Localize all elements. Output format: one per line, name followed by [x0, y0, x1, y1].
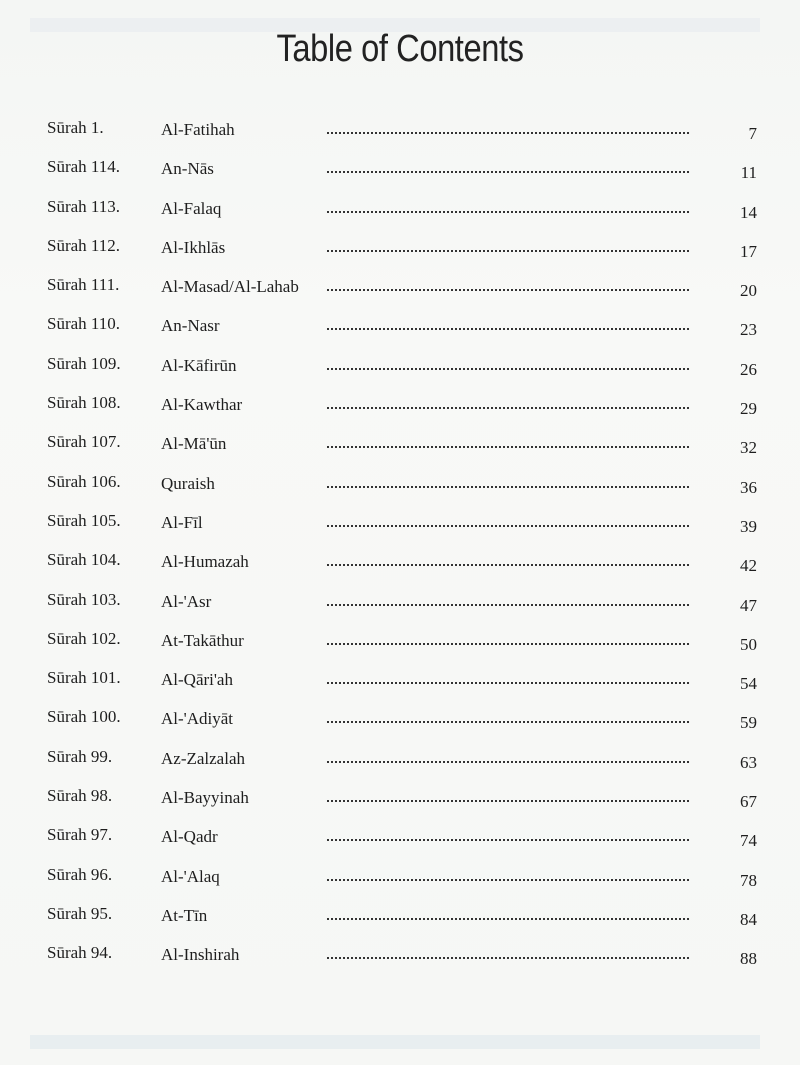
surah-name: Al-'Asr — [161, 591, 212, 611]
dot-leader — [327, 800, 689, 802]
page-number: 39 — [740, 516, 757, 536]
surah-number: Sūrah 107. — [47, 432, 121, 452]
surah-name: At-Takāthur — [161, 630, 244, 650]
surah-name: Al-Ikhlās — [161, 237, 226, 257]
dot-leader — [327, 564, 689, 566]
toc-entry — [47, 778, 757, 817]
surah-number: Sūrah 101. — [47, 668, 121, 688]
surah-name: Al-Mā'ūn — [161, 434, 227, 454]
surah-number: Sūrah 108. — [47, 393, 121, 413]
page-number: 14 — [740, 202, 757, 222]
surah-name: Al-Falaq — [161, 198, 222, 218]
page-number: 67 — [740, 792, 757, 812]
dot-leader — [327, 604, 689, 606]
surah-name: Al-Humazah — [161, 552, 249, 572]
dot-leader — [327, 171, 689, 173]
dot-leader — [327, 328, 689, 330]
surah-name: Al-'Alaq — [161, 866, 220, 886]
page-number: 36 — [740, 477, 757, 497]
toc-entry — [47, 267, 757, 306]
dot-leader — [327, 918, 689, 920]
page-title: Table of Contents — [276, 28, 524, 70]
toc-entry — [47, 189, 757, 228]
surah-name: An-Nās — [161, 159, 214, 179]
surah-name: Al-Inshirah — [161, 945, 240, 965]
dot-leader — [327, 250, 689, 252]
surah-number: Sūrah 98. — [47, 786, 113, 806]
toc-entry — [47, 110, 757, 149]
page-number: 63 — [740, 752, 757, 772]
toc-entry — [47, 149, 757, 188]
toc-entry — [47, 346, 757, 385]
surah-name: Al-Kāfirūn — [161, 355, 237, 375]
toc-entry — [47, 896, 757, 935]
dot-leader — [327, 721, 689, 723]
toc-entry — [47, 385, 757, 424]
surah-number: Sūrah 105. — [47, 510, 121, 530]
surah-number: Sūrah 109. — [47, 353, 121, 373]
toc-entry — [47, 935, 757, 974]
page-number: 23 — [740, 320, 757, 340]
surah-name: Al-Kawthar — [161, 395, 243, 415]
show-through-band-bottom — [30, 1035, 760, 1049]
toc-entry — [47, 621, 757, 660]
toc-entry — [47, 306, 757, 345]
page-number: 17 — [740, 241, 757, 261]
toc-entry — [47, 857, 757, 896]
surah-number: Sūrah 1. — [47, 118, 104, 137]
page-number: 42 — [740, 556, 757, 576]
surah-number: Sūrah 99. — [47, 746, 113, 766]
page-number: 88 — [740, 949, 757, 969]
toc-entry — [47, 464, 757, 503]
page-number: 50 — [740, 634, 757, 654]
surah-number: Sūrah 102. — [47, 628, 121, 648]
page-number: 78 — [740, 870, 757, 890]
dot-leader — [327, 643, 689, 645]
dot-leader — [327, 211, 689, 213]
page-number: 29 — [740, 399, 757, 419]
page-number: 11 — [740, 163, 757, 183]
dot-leader — [327, 407, 689, 409]
surah-name: Az-Zalzalah — [161, 748, 245, 768]
dot-leader — [327, 957, 689, 959]
table-of-contents — [47, 110, 757, 975]
toc-entry — [47, 542, 757, 581]
surah-name: Al-Fīl — [161, 512, 203, 532]
surah-number: Sūrah 103. — [47, 589, 121, 609]
toc-entry — [47, 424, 757, 463]
page-number: 26 — [740, 359, 757, 379]
dot-leader — [327, 132, 689, 134]
dot-leader — [327, 289, 689, 291]
surah-number: Sūrah 114. — [47, 157, 121, 177]
page-number: 54 — [740, 674, 757, 694]
dot-leader — [327, 682, 689, 684]
toc-entry — [47, 817, 757, 856]
toc-entry — [47, 699, 757, 738]
page-number: 59 — [740, 713, 757, 733]
surah-name: Al-Fatihah — [161, 120, 235, 139]
toc-entry — [47, 739, 757, 778]
page-number: 20 — [740, 281, 757, 301]
page-number: 84 — [740, 909, 757, 929]
dot-leader — [327, 486, 689, 488]
surah-name: Al-Masad/Al-Lahab — [161, 277, 299, 297]
surah-number: Sūrah 100. — [47, 707, 121, 727]
surah-number: Sūrah 113. — [47, 196, 121, 216]
dot-leader — [327, 368, 689, 370]
dot-leader — [327, 761, 689, 763]
surah-number: Sūrah 106. — [47, 471, 121, 491]
surah-number: Sūrah 112. — [47, 235, 121, 255]
surah-number: Sūrah 97. — [47, 825, 113, 845]
surah-number: Sūrah 96. — [47, 864, 113, 884]
toc-entry — [47, 582, 757, 621]
page-number: 47 — [740, 595, 757, 615]
dot-leader — [327, 839, 689, 841]
surah-name: An-Nasr — [161, 316, 220, 336]
surah-name: Al-'Adiyāt — [161, 709, 233, 729]
toc-entry — [47, 660, 757, 699]
surah-number: Sūrah 104. — [47, 550, 121, 570]
page-number: 32 — [740, 438, 757, 458]
surah-name: Al-Qadr — [161, 827, 218, 847]
page-number: 7 — [748, 124, 757, 143]
surah-name: Al-Bayyinah — [161, 788, 249, 808]
surah-number: Sūrah 110. — [47, 314, 121, 334]
surah-name: At-Tīn — [161, 905, 208, 925]
surah-name: Al-Qāri'ah — [161, 670, 233, 690]
toc-entry — [47, 503, 757, 542]
dot-leader — [327, 446, 689, 448]
toc-entry — [47, 228, 757, 267]
surah-number: Sūrah 94. — [47, 943, 113, 963]
surah-number: Sūrah 111. — [47, 275, 120, 295]
page-number: 74 — [740, 831, 757, 851]
surah-number: Sūrah 95. — [47, 903, 113, 923]
dot-leader — [327, 879, 689, 881]
dot-leader — [327, 525, 689, 527]
surah-name: Quraish — [161, 473, 215, 493]
